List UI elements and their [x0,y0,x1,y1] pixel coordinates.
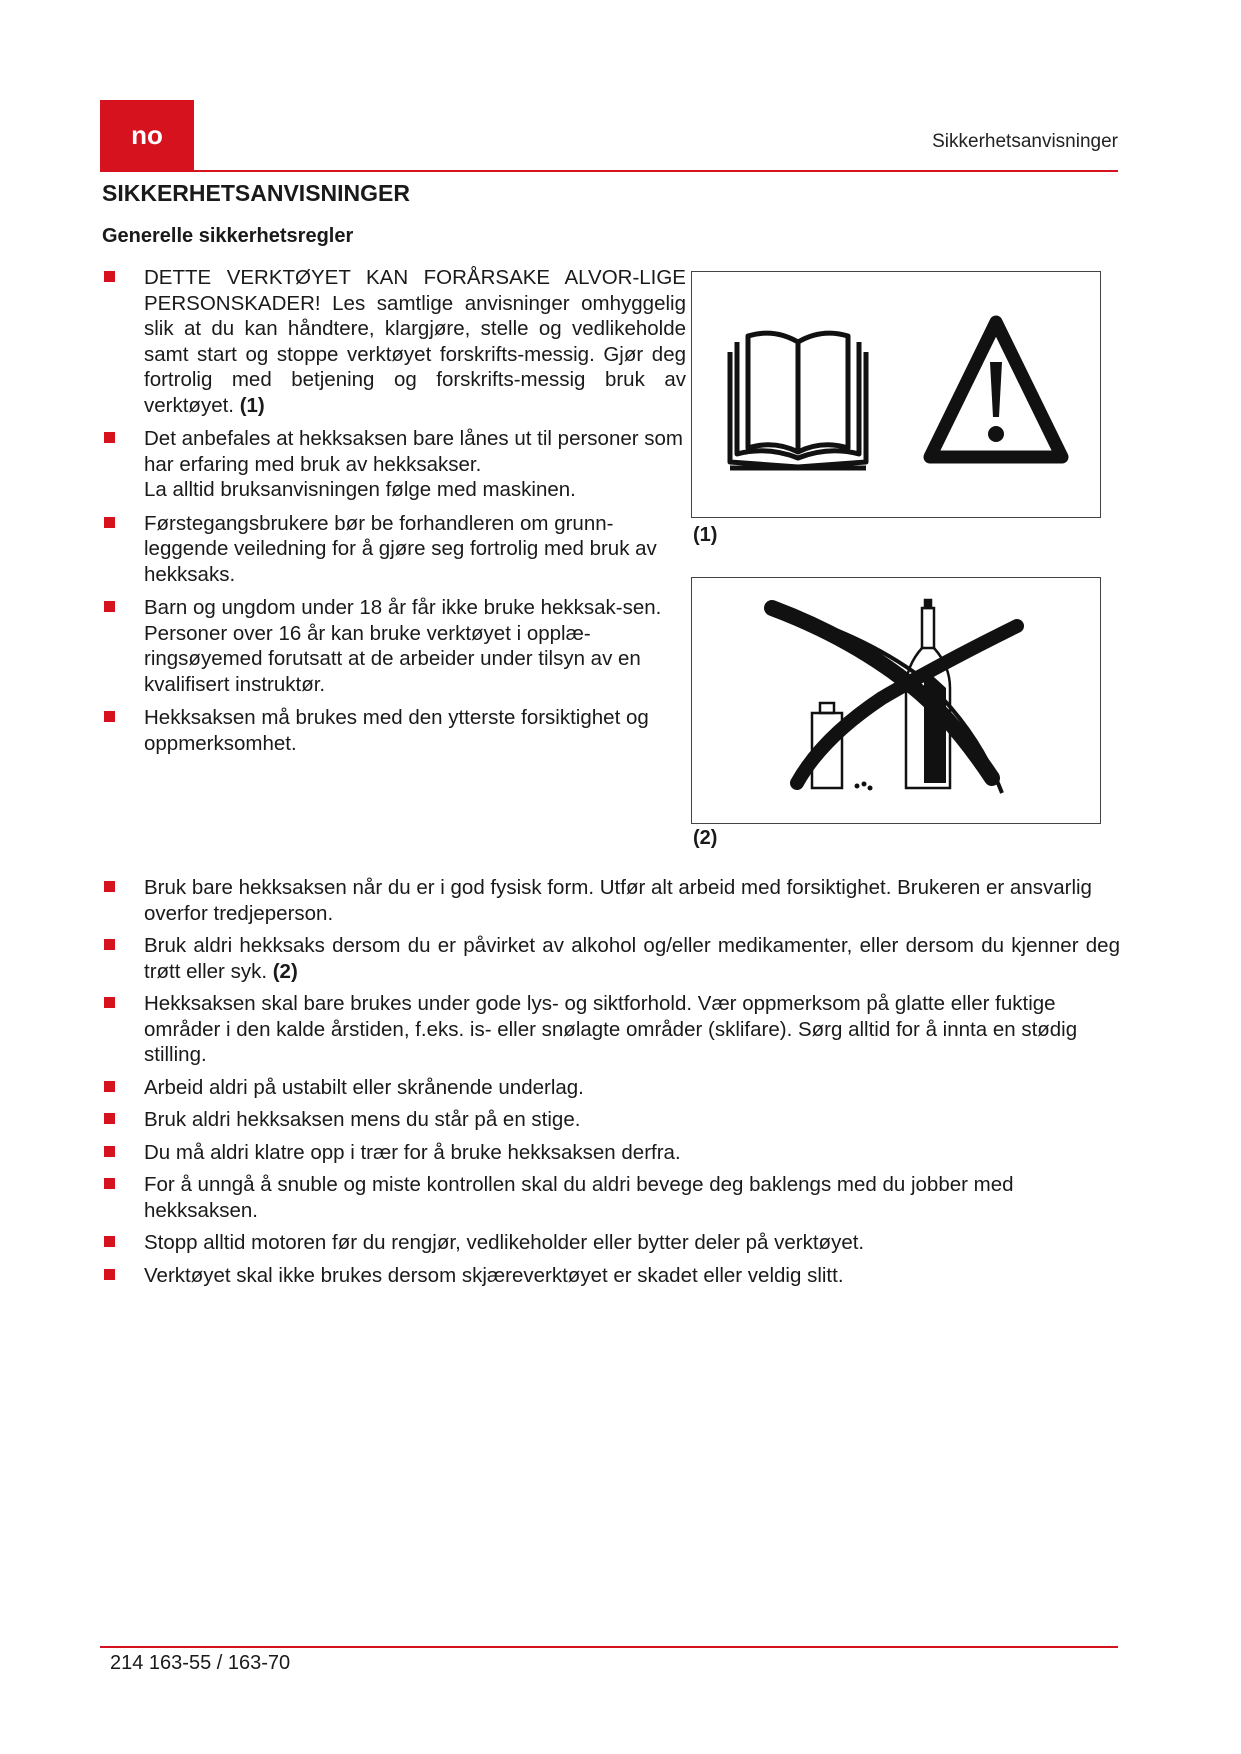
bullet-square-icon [104,1113,115,1124]
list-item [104,991,1120,1068]
figure-caption: (1) [693,524,718,546]
list-item-text: Bruk aldri hekksaks dersom du er påvirket av alkohol og/eller medikamenter, eller dersom du kjenner deg trøtt eller syk. [144,934,1120,983]
bottom-safety-list [104,875,1120,1295]
list-item [104,933,1120,984]
no-alcohol-icon [692,578,1100,823]
list-item [104,426,686,503]
list-item [104,1107,1120,1133]
bullet-square-icon [104,1081,115,1092]
list-item-text: Stopp alltid motoren før du rengjør, vedlikeholder eller bytter deler på verktøyet. [144,1231,865,1254]
language-tab: no [100,100,194,170]
bullet-square-icon [104,1236,115,1247]
list-item [104,1230,1120,1256]
bullet-square-icon [104,432,115,443]
list-item [104,1172,1120,1223]
list-item [104,705,686,756]
bullet-square-icon [104,1269,115,1280]
list-item-text: La alltid bruksanvisningen følge med maskinen. [144,478,576,501]
figure-caption: (2) [693,827,718,849]
section-title: Generelle sikkerhetsregler [102,225,354,247]
figure-reference: (2) [272,959,298,983]
list-item [104,595,686,697]
list-item-text: DETTE VERKTØYET KAN FORÅRSAKE ALVOR-LIGE PERSONSKADER! Les samtlige anvisninger omhyggelig slik at du kan håndtere, klargjøre, stelle og vedlikeholde samt start og stoppe verktøyet forskrifts-messig. Gjør deg fortrolig med betjening og forskrifts-messig bruk av verktøyet. [144,266,686,417]
list-item-text: Verktøyet skal ikke brukes dersom skjæreverktøyet er skadet eller veldig slitt. [144,1263,844,1287]
footer-divider [100,1646,1118,1648]
page-title: SIKKERHETSANVISNINGER [102,180,410,206]
list-item-text: Arbeid aldri på ustabilt eller skrånende underlag. [144,1075,584,1099]
list-item-text: Bruk aldri hekksaksen mens du står på en stige. [144,1108,581,1131]
list-item [104,1075,1120,1101]
list-item-text: Førstegangsbrukere bør be forhandleren om grunn-leggende veiledning for å gjøre seg fortrolig med bruk av hekksaks. [144,511,657,586]
figure-reference: (1) [239,393,265,417]
bullet-square-icon [104,271,115,282]
list-item-text: For å unngå å snuble og miste kontrollen skal du aldri bevege deg baklengs med du jobber med hekksaksen. [144,1173,1014,1222]
list-item [104,875,1120,926]
bullet-square-icon [104,1146,115,1157]
header-divider [100,170,1118,172]
footer-doc-number: 214 163-55 / 163-70 [110,1652,291,1674]
bullet-square-icon [104,1178,115,1189]
running-header-title: Sikkerhetsanvisninger [932,131,1118,152]
list-item-text: Barn og ungdom under 18 år får ikke bruke hekksak-sen. Personer over 16 år kan bruke verktøyet i opplæ-ringsøyemed forutsatt at de arbeider under tilsyn av en kvalifisert instruktør. [144,596,662,696]
list-item-text: Hekksaksen skal bare brukes under gode lys- og siktforhold. Vær oppmerksom på glatte eller fuktige områder i den kalde årstiden, f.eks. is- eller snølagte områder (sklifare). Sørg alltid for å innta en stødig stilling. [144,992,1078,1066]
figure-no-alcohol [691,577,1101,824]
bullet-square-icon [104,939,115,950]
bullet-square-icon [104,881,115,892]
list-item [104,511,686,588]
list-item-text: Det anbefales at hekksaksen bare lånes ut til personer som har erfaring med bruk av hekksakser. [144,427,683,476]
list-item-text: Bruk bare hekksaksen når du er i god fysisk form. Utfør alt arbeid med forsiktighet. Brukeren er ansvarlig overfor tredjeperson. [144,876,1092,925]
figure-read-manual-warning [691,271,1101,518]
list-item [104,1140,1120,1166]
list-item [104,1263,1120,1289]
bullet-square-icon [104,711,115,722]
bullet-square-icon [104,601,115,612]
top-safety-list [104,265,686,764]
list-item-text: Du må aldri klatre opp i trær for å bruke hekksaksen derfra. [144,1140,681,1164]
list-item-text: Hekksaksen må brukes med den ytterste forsiktighet og oppmerksomhet. [144,706,649,755]
bullet-square-icon [104,517,115,528]
read-manual-warning-icon [692,272,1100,517]
list-item [104,265,686,418]
bullet-square-icon [104,997,115,1008]
